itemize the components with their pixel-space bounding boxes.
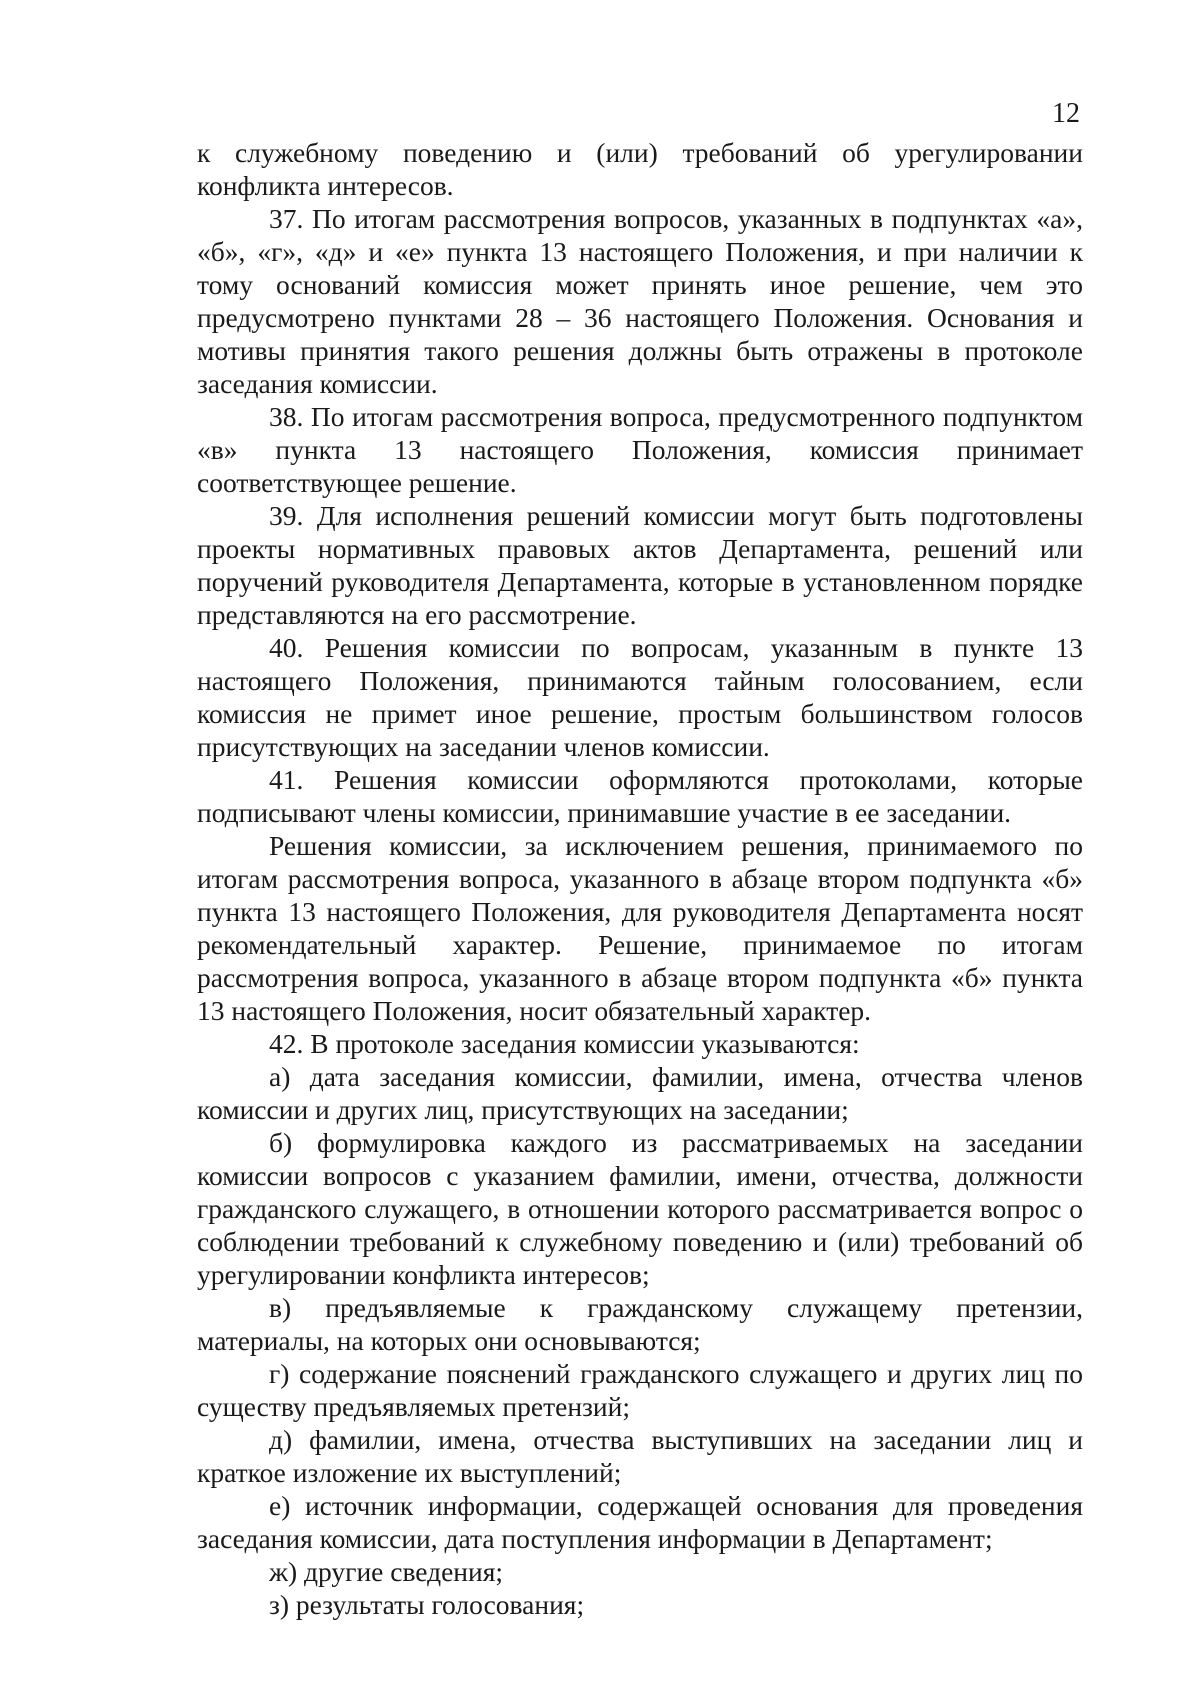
paragraph-41: 41. Решения комиссии оформляются протоколами, которые подписывают члены комиссии, принимавшие участие в ее заседании. (197, 764, 1083, 828)
paragraph-40: 40. Решения комиссии по вопросам, указанным в пункте 13 настоящего Положения, принимаются тайным голосованием, если комиссия не примет иное решение, простым большинством голосов присутствующих на заседании членов комиссии. (197, 632, 1083, 762)
list-item-e: е) источник информации, содержащей основания для проведения заседания комиссии, дата поступления информации в Департамент; (197, 1490, 1083, 1554)
list-item-g: г) содержание пояснений гражданского служащего и других лиц по существу предъявляемых претензий; (197, 1358, 1083, 1422)
list-item-b: б) формулировка каждого из рассматриваемых на заседании комиссии вопросов с указанием фамилии, имени, отчества, должности гражданского служащего, в отношении которого рассматривается вопрос о соблюдении требований к служебному поведению и (или) требований об урегулировании конфликта интересов; (197, 1127, 1083, 1290)
list-item-d: д) фамилии, имена, отчества выступивших на заседании лиц и краткое изложение их выступлений; (197, 1424, 1083, 1488)
paragraph-41-second: Решения комиссии, за исключением решения, принимаемого по итогам рассмотрения вопроса, указанного в абзаце втором подпункта «б» пункта 13 настоящего Положения, для руководителя Департамента носят рекомендательный характер. Решение, принимаемое по итогам рассмотрения вопроса, указанного в абзаце втором подпункта «б» пункта 13 настоящего Положения, носит обязательный характер. (197, 830, 1083, 1026)
list-item-z: з) результаты голосования; (269, 1589, 585, 1620)
paragraph-38: 38. По итогам рассмотрения вопроса, предусмотренного подпунктом «в» пункта 13 настоящего Положения, комиссия принимает соответствующее решение. (197, 401, 1083, 498)
list-item-zh: ж) другие сведения; (269, 1556, 504, 1587)
paragraph-42: 42. В протоколе заседания комиссии указываются: (269, 1028, 860, 1059)
list-item-v: в) предъявляемые к гражданскому служащему претензии, материалы, на которых они основываются; (197, 1292, 1083, 1356)
document-body (197, 136, 1083, 1621)
list-item-a: а) дата заседания комиссии, фамилии, имена, отчества членов комиссии и других лиц, присутствующих на заседании; (197, 1061, 1083, 1125)
paragraph-continuation: к служебному поведению и (или) требований об урегулировании конфликта интересов. (197, 137, 1083, 201)
paragraph-37: 37. По итогам рассмотрения вопросов, указанных в подпунктах «а», «б», «г», «д» и «е» пункта 13 настоящего Положения, и при наличии к тому оснований комиссия может принять иное решение, чем это предусмотрено пунктами 28 – 36 настоящего Положения. Основания и мотивы принятия такого решения должны быть отражены в протоколе заседания комиссии. (197, 203, 1083, 399)
paragraph-39: 39. Для исполнения решений комиссии могут быть подготовлены проекты нормативных правовых актов Департамента, решений или поручений руководителя Департамента, которые в установленном порядке представляются на его рассмотрение. (197, 500, 1083, 630)
page-number: 12 (1052, 98, 1080, 129)
